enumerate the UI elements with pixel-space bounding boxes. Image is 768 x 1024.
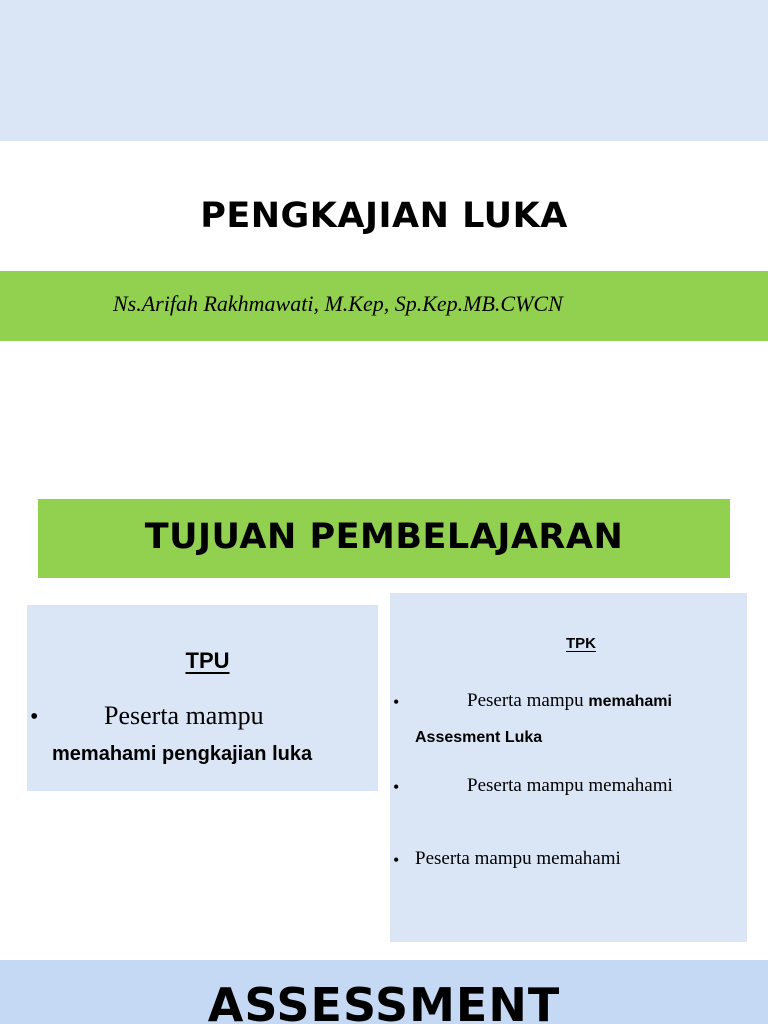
author-band [0, 271, 768, 341]
tpu-heading: TPU [185, 648, 230, 673]
tpk-heading: TPK [566, 635, 596, 652]
next-section-title: ASSESSMENT [207, 978, 561, 1024]
tpk-item-1: Peserta mampu memahami [467, 690, 672, 711]
tpk-item-2: Peserta mampu memahami [467, 775, 673, 796]
header-band [0, 0, 768, 141]
section-heading-band [38, 499, 730, 578]
bullet-icon: • [393, 850, 400, 870]
tpk-item-1-continuation: Assesment Luka [415, 729, 543, 746]
author-name: Ns.Arifah Rakhmawati, M.Kep, Sp.Kep.MB.CWCN [113, 291, 563, 316]
bullet-icon: • [393, 777, 400, 797]
tpu-text-line2: memahami pengkajian luka [52, 743, 313, 765]
next-section-band [0, 960, 768, 1024]
section-title: TUJUAN PEMBELAJARAN [144, 517, 624, 557]
tpu-text-line1: Peserta mampu [104, 701, 264, 730]
page-title: PENGKAJIAN LUKA [200, 196, 568, 236]
tpk-box [390, 593, 747, 942]
bullet-icon: • [30, 704, 39, 730]
tpk-item-3: Peserta mampu memahami [415, 848, 621, 869]
bullet-icon: • [393, 692, 400, 712]
tpu-box [27, 605, 378, 791]
